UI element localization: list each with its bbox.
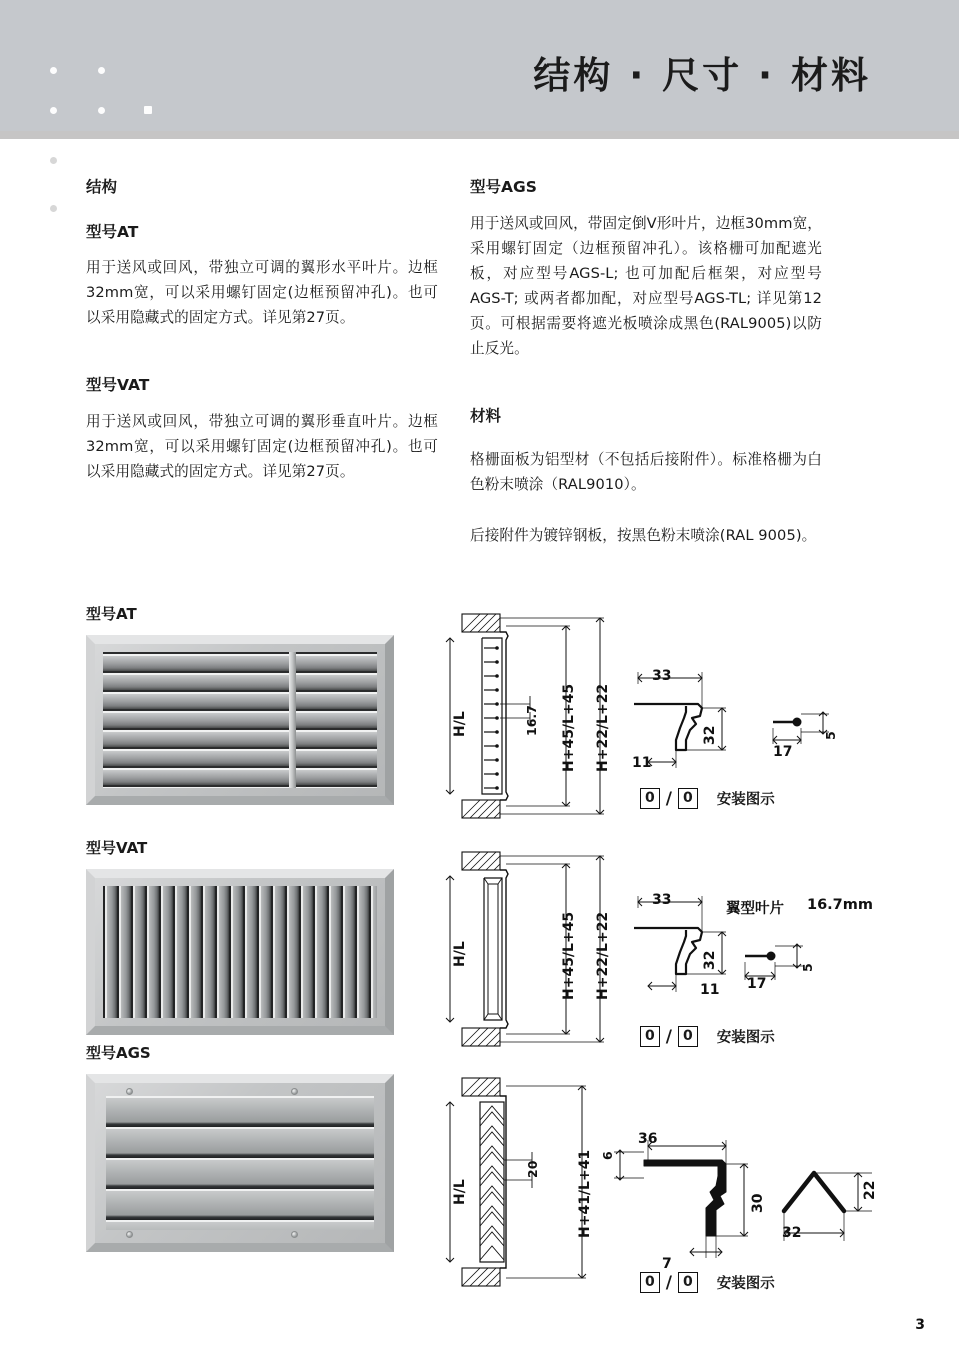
paragraph-materials-backing: 后接附件为镀锌钢板，按黑色粉末喷涂(RAL 9005)。 (470, 527, 817, 545)
drawing-ags-vane (752, 1155, 912, 1265)
paragraph-materials-panel: 格栅面板为铝型材（不包括后接附件）。标准格栅为白色粉末喷涂（RAL9010）。 (470, 451, 822, 494)
dim-at-blade-pitch: 16.7 (524, 705, 539, 736)
vat-grille-photo (86, 869, 394, 1035)
dim-at-profile-width: 33 (652, 668, 672, 684)
dim-ags-flange-thickness: 6 (600, 1151, 615, 1160)
dim-at-profile-height: 32 (702, 725, 718, 745)
figure-ags (86, 1045, 394, 1252)
slash-separator: / (665, 788, 672, 809)
inverted-v-blades (106, 1096, 374, 1230)
vat-install-code-left: 0 (640, 1026, 660, 1047)
horizontal-blades (103, 652, 377, 788)
at-install-code-left: 0 (640, 788, 660, 809)
screw-top-left (126, 1088, 133, 1095)
vertical-divider (289, 652, 296, 788)
dim-ags-outer-frame: H+41/L+41 (577, 1149, 593, 1238)
dim-ags-blade-pitch: 20 (525, 1160, 540, 1178)
screw-bottom-right (291, 1231, 298, 1238)
slash-separator: / (665, 1272, 672, 1293)
heading-model-vat: 型号VAT (86, 376, 150, 395)
photo-grille-area (106, 1096, 374, 1230)
header-dot-2 (98, 67, 105, 74)
dim-ags-vane-width: 32 (782, 1225, 802, 1241)
screw-top-right (291, 1088, 298, 1095)
figure-ags-label: 型号AGS (86, 1044, 151, 1062)
dim-vat-blade-length: 17 (747, 976, 767, 992)
dim-ags-height: H/L (452, 1179, 468, 1205)
dim-ags-profile-width: 36 (638, 1131, 658, 1147)
ags-install-label: 安装图示 (716, 1276, 775, 1292)
header-dot-5 (144, 106, 152, 114)
at-install-code-row (640, 788, 775, 809)
vertical-blades (103, 886, 377, 1018)
ags-install-code-row (640, 1272, 775, 1293)
page-dot-2 (50, 205, 57, 212)
heading-model-at: 型号AT (86, 222, 139, 241)
heading-model-ags: 型号AGS (470, 178, 537, 196)
figure-vat (86, 840, 394, 1035)
left-text-column (86, 178, 438, 484)
vat-install-code-right: 0 (678, 1026, 698, 1047)
figure-vat-label: 型号VAT (86, 839, 148, 857)
dim-at-blade-thickness: 5 (823, 731, 838, 740)
vat-install-label: 安装图示 (716, 1030, 775, 1046)
dim-vat-duct-opening: H+22/L+22 (595, 911, 611, 1000)
vat-blade-note-value: 16.7mm (807, 897, 873, 913)
figure-at (86, 606, 394, 805)
drawing-vat-blade (735, 930, 845, 1010)
right-text-column (470, 178, 822, 548)
drawing-ags-profile (598, 1130, 768, 1270)
header-dot-4 (98, 107, 105, 114)
dim-ags-profile-lip: 7 (662, 1256, 672, 1272)
dim-ags-profile-height: 30 (750, 1193, 766, 1213)
photo-grille-area (103, 652, 377, 788)
header-dot-3 (50, 107, 57, 114)
paragraph-model-vat: 用于送风或回风，带独立可调的翼形垂直叶片。边框32mm宽，可以采用螺钉固定(边框预留冲孔)。也可以采用隐藏式的固定方式。详见第27页。 (86, 412, 438, 480)
paragraph-model-at: 用于送风或回风，带独立可调的翼形水平叶片。边框32mm宽，可以采用螺钉固定(边框预留冲孔)。也可以采用隐藏式的固定方式。详见第27页。 (86, 259, 438, 327)
dim-at-duct-opening: H+22/L+22 (595, 683, 611, 772)
ags-grille-photo (86, 1074, 394, 1252)
dim-vat-outer-frame: H+45/L+45 (561, 911, 577, 1000)
dim-vat-profile-height: 32 (702, 950, 718, 970)
screw-bottom-left (126, 1231, 133, 1238)
dim-at-blade-length: 17 (773, 744, 793, 760)
ags-install-code-right: 0 (678, 1272, 698, 1293)
spacer (86, 330, 438, 376)
ags-install-code-left: 0 (640, 1272, 660, 1293)
page-title: 结构 · 尺寸 · 材料 (533, 54, 871, 97)
heading-materials: 材料 (470, 406, 502, 425)
page-dot-1 (50, 157, 57, 164)
at-install-code-right: 0 (678, 788, 698, 809)
dim-vat-profile-width: 33 (652, 892, 672, 908)
heading-structure: 结构 (86, 178, 118, 196)
vat-install-code-row (640, 1026, 775, 1047)
drawing-at-blade (765, 700, 865, 780)
vat-blade-note-name: 翼型叶片 (726, 901, 784, 917)
figure-at-label: 型号AT (86, 605, 137, 623)
photo-grille-area (103, 886, 377, 1018)
dim-ags-vane-height: 22 (862, 1180, 878, 1200)
spacer (470, 361, 822, 407)
dim-vat-blade-thickness: 5 (800, 963, 815, 972)
header-dot-1 (50, 67, 57, 74)
dim-at-outer-frame: H+45/L+45 (561, 683, 577, 772)
dim-vat-height: H/L (452, 941, 468, 967)
header-band-footer-stripe (0, 131, 959, 139)
page-number: 3 (915, 1317, 925, 1333)
at-grille-photo (86, 635, 394, 805)
dim-vat-profile-lip: 11 (700, 982, 720, 998)
dim-at-height: H/L (452, 711, 468, 737)
dim-at-profile-lip: 11 (632, 755, 652, 771)
spacer (470, 497, 822, 523)
at-install-label: 安装图示 (716, 792, 775, 808)
slash-separator: / (665, 1026, 672, 1047)
paragraph-model-ags: 用于送风或回风，带固定倒V形叶片，边框30mm宽，采用螺钉固定（边框预留冲孔）。该格栅可加配遮光板，对应型号AGS-L; 也可加配后框架，对应型号AGS-T; 或两者都加配，对应型号AGS-TL; 详见第12页。可根据需要将遮光板喷涂成黑色(RAL9005)以防止反光。 (470, 214, 822, 357)
